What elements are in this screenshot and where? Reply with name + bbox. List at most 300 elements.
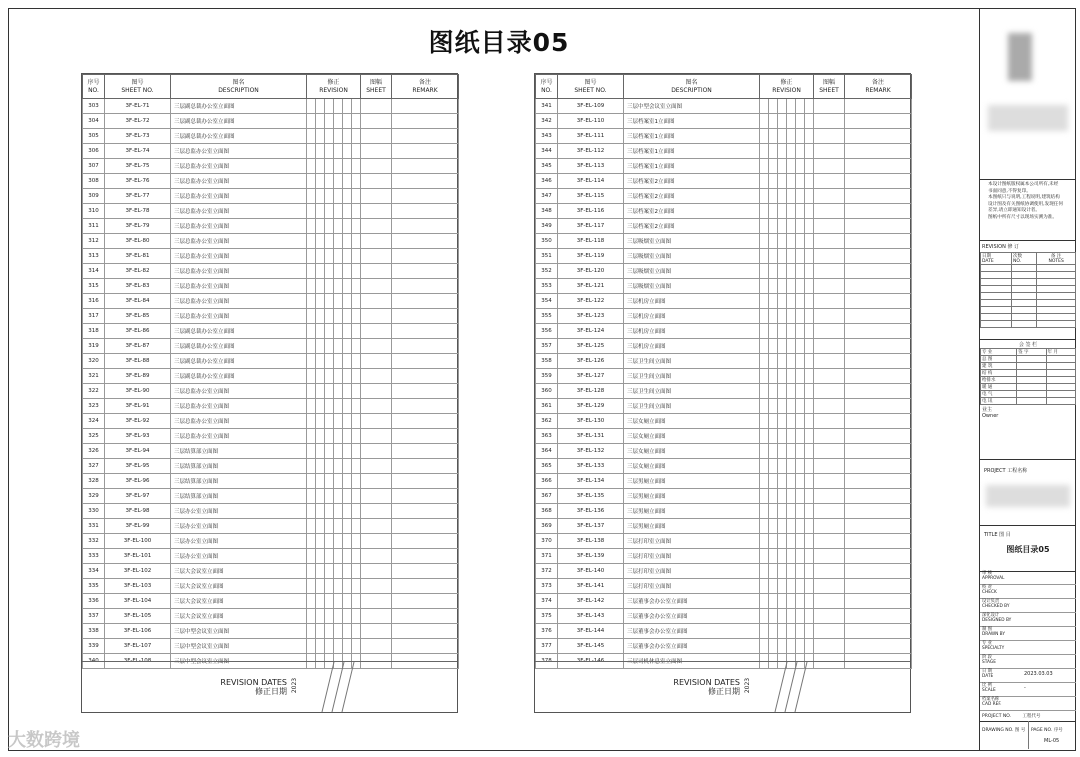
- cell-empty: [352, 564, 361, 579]
- cell-empty: [334, 414, 343, 429]
- cell-no: 334: [83, 564, 105, 579]
- cell-empty: [805, 519, 814, 534]
- table-row: [83, 459, 459, 474]
- table-row: [83, 339, 459, 354]
- cell-sheet-no: 3F-EL-117: [558, 219, 624, 234]
- approval-field-row: 专 业 SPECIALTY: [980, 641, 1076, 655]
- cell-empty: [814, 489, 845, 504]
- table-row: [536, 609, 912, 624]
- cell-empty: [392, 354, 459, 369]
- cell-empty: [334, 489, 343, 504]
- cell-empty: [760, 489, 769, 504]
- cell-empty: [325, 399, 334, 414]
- table-row: [536, 129, 912, 144]
- cell-empty: [343, 414, 352, 429]
- cell-empty: [361, 384, 392, 399]
- cell-description: 三层男厕立面图: [624, 519, 760, 534]
- cell-empty: [805, 534, 814, 549]
- cell-empty: [334, 189, 343, 204]
- logo-image: [1008, 33, 1032, 81]
- cell-empty: [778, 309, 787, 324]
- cell-empty: [787, 609, 796, 624]
- cell-empty: [334, 474, 343, 489]
- table-row: [536, 534, 912, 549]
- table-row: [83, 159, 459, 174]
- cell-empty: [334, 234, 343, 249]
- cell-empty: [814, 369, 845, 384]
- cell-empty: [814, 279, 845, 294]
- cell-empty: [796, 564, 805, 579]
- cell-description: 三层卫生间立面图: [624, 369, 760, 384]
- cell-sheet-no: 3F-EL-114: [558, 174, 624, 189]
- cell-empty: [796, 504, 805, 519]
- cell-empty: [307, 519, 316, 534]
- cell-empty: [361, 129, 392, 144]
- cell-empty: [316, 534, 325, 549]
- cell-empty: [343, 264, 352, 279]
- cell-empty: [778, 579, 787, 594]
- cell-sheet-no: 3F-EL-140: [558, 564, 624, 579]
- cell-empty: [392, 414, 459, 429]
- cell-empty: [805, 99, 814, 114]
- cell-empty: [307, 204, 316, 219]
- project-name-redacted: [986, 485, 1070, 507]
- cell-empty: [805, 309, 814, 324]
- cell-empty: [796, 459, 805, 474]
- cell-sheet-no: 3F-EL-72: [105, 114, 171, 129]
- cell-empty: [787, 129, 796, 144]
- cell-empty: [392, 279, 459, 294]
- cell-empty: [769, 324, 778, 339]
- cell-description: 三层打印室立面图: [624, 549, 760, 564]
- cell-empty: [325, 429, 334, 444]
- cell-no: 371: [536, 549, 558, 564]
- cell-empty: [787, 429, 796, 444]
- note-line: 书面同意,不得复印。: [988, 188, 1031, 194]
- cell-description: 三层女厕立面图: [624, 429, 760, 444]
- cell-empty: [343, 294, 352, 309]
- cell-empty: [845, 609, 912, 624]
- cell-empty: [796, 204, 805, 219]
- countersign-row-label: 总 图: [981, 356, 1017, 363]
- cell-no: 319: [83, 339, 105, 354]
- cell-no: 338: [83, 624, 105, 639]
- table-row: [83, 189, 459, 204]
- cell-empty: [316, 219, 325, 234]
- cell-empty: [845, 99, 912, 114]
- cell-empty: [814, 249, 845, 264]
- cell-empty: [334, 114, 343, 129]
- cell-empty: [316, 444, 325, 459]
- cell-empty: [814, 114, 845, 129]
- cell-empty: [787, 444, 796, 459]
- cell-empty: [352, 639, 361, 654]
- cell-description: 三层总监办公室立面图: [171, 384, 307, 399]
- table-row: [83, 144, 459, 159]
- cell-sheet-no: 3F-EL-120: [558, 264, 624, 279]
- cell-empty: [325, 144, 334, 159]
- cell-empty: [760, 534, 769, 549]
- cell-empty: [796, 234, 805, 249]
- cell-empty: [316, 519, 325, 534]
- cell-sheet-no: 3F-EL-121: [558, 279, 624, 294]
- revision-dates-en: REVISION DATES: [220, 678, 287, 687]
- cell-description: 三层档案室1立面图: [624, 129, 760, 144]
- cell-description: 三层男厕立面图: [624, 489, 760, 504]
- column-header-remark: 备注 REMARK: [845, 75, 912, 99]
- column-header-desc: 图名 DESCRIPTION: [624, 75, 760, 99]
- cell-empty: [814, 534, 845, 549]
- cell-empty: [814, 354, 845, 369]
- cell-sheet-no: 3F-EL-101: [105, 549, 171, 564]
- cell-description: 三层卫生间立面图: [624, 384, 760, 399]
- cell-empty: [805, 354, 814, 369]
- cell-empty: [787, 339, 796, 354]
- cell-empty: [392, 534, 459, 549]
- cell-empty: [392, 489, 459, 504]
- cell-empty: [760, 219, 769, 234]
- cell-empty: [845, 279, 912, 294]
- cell-empty: [778, 294, 787, 309]
- cell-sheet-no: 3F-EL-105: [105, 609, 171, 624]
- cell-empty: [769, 189, 778, 204]
- cell-sheet-no: 3F-EL-71: [105, 99, 171, 114]
- table-row: [536, 189, 912, 204]
- cell-empty: [334, 624, 343, 639]
- cell-no: 369: [536, 519, 558, 534]
- cell-sheet-no: 3F-EL-94: [105, 444, 171, 459]
- cell-empty: [778, 489, 787, 504]
- company-name-redacted: [988, 105, 1068, 131]
- cell-empty: [361, 489, 392, 504]
- cell-description: 三层吸烟室立面图: [624, 264, 760, 279]
- cell-sheet-no: 3F-EL-77: [105, 189, 171, 204]
- cell-empty: [805, 489, 814, 504]
- cell-description: 三层总监办公室立面图: [171, 159, 307, 174]
- revision-dates-cn: 修正日期: [255, 687, 287, 696]
- table-row: [83, 354, 459, 369]
- cell-empty: [814, 129, 845, 144]
- cell-empty: [796, 324, 805, 339]
- cell-empty: [760, 639, 769, 654]
- cell-empty: [787, 384, 796, 399]
- cell-sheet-no: 3F-EL-85: [105, 309, 171, 324]
- cell-empty: [787, 459, 796, 474]
- cell-empty: [760, 354, 769, 369]
- right-index-table: [534, 73, 911, 713]
- table-row: [536, 324, 912, 339]
- cell-empty: [307, 429, 316, 444]
- cell-empty: [787, 249, 796, 264]
- cell-sheet-no: 3F-EL-128: [558, 384, 624, 399]
- cell-empty: [361, 264, 392, 279]
- cell-empty: [787, 189, 796, 204]
- cell-empty: [361, 324, 392, 339]
- cell-empty: [316, 384, 325, 399]
- cell-empty: [769, 114, 778, 129]
- cell-empty: [796, 609, 805, 624]
- cell-empty: [392, 474, 459, 489]
- cell-empty: [845, 159, 912, 174]
- cell-sheet-no: 3F-EL-103: [105, 579, 171, 594]
- cell-no: 317: [83, 309, 105, 324]
- cell-empty: [361, 474, 392, 489]
- column-header-remark: 备注 REMARK: [392, 75, 459, 99]
- cell-no: 330: [83, 504, 105, 519]
- cell-empty: [361, 114, 392, 129]
- cell-empty: [805, 639, 814, 654]
- cell-empty: [334, 219, 343, 234]
- cell-description: 三层总监办公室立面图: [171, 204, 307, 219]
- cell-empty: [307, 489, 316, 504]
- cell-description: 三层男厕立面图: [624, 504, 760, 519]
- cell-empty: [325, 594, 334, 609]
- cell-empty: [325, 294, 334, 309]
- cell-empty: [760, 444, 769, 459]
- cell-no: 348: [536, 204, 558, 219]
- cell-no: 307: [83, 159, 105, 174]
- cell-sheet-no: 3F-EL-89: [105, 369, 171, 384]
- cell-empty: [307, 504, 316, 519]
- cell-empty: [334, 369, 343, 384]
- cell-empty: [845, 384, 912, 399]
- cell-empty: [316, 504, 325, 519]
- cell-empty: [769, 624, 778, 639]
- cell-empty: [325, 519, 334, 534]
- cell-empty: [845, 369, 912, 384]
- cell-empty: [769, 594, 778, 609]
- owner-label-en: Owner: [982, 413, 999, 419]
- cell-empty: [796, 624, 805, 639]
- table-row: [83, 579, 459, 594]
- cell-empty: [787, 234, 796, 249]
- left-index-table: [81, 73, 458, 713]
- cell-empty: [845, 309, 912, 324]
- cell-no: 367: [536, 489, 558, 504]
- cell-empty: [343, 159, 352, 174]
- table-row: [536, 489, 912, 504]
- cell-empty: [352, 414, 361, 429]
- cell-empty: [787, 534, 796, 549]
- cell-empty: [796, 294, 805, 309]
- cell-empty: [845, 519, 912, 534]
- cell-empty: [325, 159, 334, 174]
- cell-sheet-no: 3F-EL-125: [558, 339, 624, 354]
- cell-empty: [316, 549, 325, 564]
- cell-empty: [343, 204, 352, 219]
- cell-empty: [352, 579, 361, 594]
- countersign-label: 会 签 栏: [1018, 342, 1038, 348]
- cell-sheet-no: 3F-EL-130: [558, 414, 624, 429]
- approval-field-row: 档案名称 CAD REF.: [980, 697, 1076, 711]
- table-row: [83, 444, 459, 459]
- cell-empty: [352, 189, 361, 204]
- cell-empty: [334, 579, 343, 594]
- cell-empty: [787, 489, 796, 504]
- cell-empty: [325, 129, 334, 144]
- cell-empty: [325, 489, 334, 504]
- cell-sheet-no: 3F-EL-88: [105, 354, 171, 369]
- cell-empty: [352, 429, 361, 444]
- note-line: 图纸中所有尺寸以现场实测为准。: [988, 214, 1057, 220]
- cell-no: 328: [83, 474, 105, 489]
- cell-empty: [787, 219, 796, 234]
- cell-empty: [361, 144, 392, 159]
- cell-no: 341: [536, 99, 558, 114]
- table-row: [83, 249, 459, 264]
- cell-empty: [343, 174, 352, 189]
- cell-empty: [316, 204, 325, 219]
- cell-empty: [814, 474, 845, 489]
- note-line: 差异,请立即通知设计者。: [988, 208, 1040, 213]
- cell-empty: [352, 294, 361, 309]
- table-row: [536, 279, 912, 294]
- cell-empty: [392, 369, 459, 384]
- cell-no: 322: [83, 384, 105, 399]
- cell-empty: [787, 279, 796, 294]
- cell-empty: [796, 579, 805, 594]
- cell-description: 三层副总裁办公室立面图: [171, 129, 307, 144]
- cell-description: 三层总监办公室立面图: [171, 219, 307, 234]
- cell-empty: [796, 279, 805, 294]
- cell-empty: [316, 414, 325, 429]
- cell-empty: [845, 444, 912, 459]
- cell-no: 306: [83, 144, 105, 159]
- approval-block: [980, 571, 1076, 722]
- table-row: [83, 519, 459, 534]
- cell-description: 三层总监办公室立面图: [171, 414, 307, 429]
- countersign-row-label: 给排水: [981, 377, 1017, 384]
- sheet-title-value: 图纸目录05: [1006, 545, 1050, 554]
- cell-description: 三层总监办公室立面图: [171, 309, 307, 324]
- cell-description: 三层男厕立面图: [624, 474, 760, 489]
- cell-empty: [361, 564, 392, 579]
- cell-empty: [343, 444, 352, 459]
- cell-empty: [845, 474, 912, 489]
- cell-empty: [778, 624, 787, 639]
- cell-empty: [805, 444, 814, 459]
- cell-no: 305: [83, 129, 105, 144]
- cell-sheet-no: 3F-EL-90: [105, 384, 171, 399]
- table-row: [536, 174, 912, 189]
- cell-description: 三层女厕立面图: [624, 414, 760, 429]
- cell-empty: [796, 519, 805, 534]
- revision-year: 2023: [290, 677, 298, 694]
- cell-empty: [316, 489, 325, 504]
- cell-empty: [334, 564, 343, 579]
- countersign-col-header: 专 业: [981, 349, 1017, 356]
- cell-empty: [334, 339, 343, 354]
- cell-empty: [334, 324, 343, 339]
- cell-no: 332: [83, 534, 105, 549]
- cell-empty: [361, 369, 392, 384]
- cell-description: 三层档案室2立面图: [624, 219, 760, 234]
- cell-empty: [805, 279, 814, 294]
- cell-empty: [769, 204, 778, 219]
- cell-no: 343: [536, 129, 558, 144]
- cell-empty: [343, 429, 352, 444]
- cell-sheet-no: 3F-EL-87: [105, 339, 171, 354]
- cell-empty: [325, 174, 334, 189]
- cell-empty: [307, 114, 316, 129]
- cell-empty: [814, 339, 845, 354]
- cell-empty: [334, 174, 343, 189]
- cell-empty: [778, 384, 787, 399]
- cell-empty: [814, 234, 845, 249]
- project-no-value: 工程代号: [1022, 714, 1041, 719]
- cell-empty: [361, 249, 392, 264]
- approval-field-row: 深化设计 DESIGNED BY: [980, 613, 1076, 627]
- cell-empty: [334, 204, 343, 219]
- cell-empty: [845, 264, 912, 279]
- cell-empty: [778, 174, 787, 189]
- cell-empty: [334, 354, 343, 369]
- cell-empty: [325, 324, 334, 339]
- drawing-number-block: [980, 721, 1076, 749]
- cell-empty: [845, 429, 912, 444]
- cell-description: 三层机房立面图: [624, 324, 760, 339]
- table-row: [83, 309, 459, 324]
- cell-empty: [352, 369, 361, 384]
- table-row: [536, 399, 912, 414]
- cell-empty: [361, 429, 392, 444]
- cell-description: 三层总监办公室立面图: [171, 279, 307, 294]
- cell-empty: [814, 204, 845, 219]
- cell-empty: [769, 384, 778, 399]
- cell-empty: [769, 444, 778, 459]
- cell-empty: [796, 639, 805, 654]
- cell-empty: [805, 549, 814, 564]
- cell-empty: [325, 579, 334, 594]
- cell-empty: [361, 609, 392, 624]
- cell-description: 三层董事会办公室立面图: [624, 639, 760, 654]
- cell-empty: [796, 549, 805, 564]
- cell-empty: [778, 459, 787, 474]
- cell-description: 三层吸烟室立面图: [624, 234, 760, 249]
- cell-empty: [769, 474, 778, 489]
- cell-sheet-no: 3F-EL-81: [105, 249, 171, 264]
- cell-empty: [787, 474, 796, 489]
- cell-description: 三层总监办公室立面图: [171, 189, 307, 204]
- cell-description: 三层副总裁办公室立面图: [171, 114, 307, 129]
- notes-block: [980, 179, 1076, 241]
- cell-empty: [769, 354, 778, 369]
- cell-description: 三层中型会议室立面图: [171, 639, 307, 654]
- cell-empty: [361, 624, 392, 639]
- cell-description: 三层总监办公室立面图: [171, 264, 307, 279]
- cell-empty: [805, 459, 814, 474]
- cell-empty: [307, 279, 316, 294]
- cell-empty: [343, 639, 352, 654]
- cell-empty: [334, 309, 343, 324]
- cell-description: 三层中型会议室立面图: [171, 624, 307, 639]
- table-row: [536, 639, 912, 654]
- drawing-sheet: [8, 8, 1076, 751]
- table-row: [536, 249, 912, 264]
- cell-empty: [392, 594, 459, 609]
- cell-empty: [805, 264, 814, 279]
- cell-empty: [778, 354, 787, 369]
- cell-empty: [814, 414, 845, 429]
- cell-description: 三层总监办公室立面图: [171, 249, 307, 264]
- cell-empty: [778, 534, 787, 549]
- cell-empty: [845, 324, 912, 339]
- table-row: [536, 519, 912, 534]
- cell-empty: [316, 609, 325, 624]
- cell-empty: [307, 609, 316, 624]
- cell-no: 354: [536, 294, 558, 309]
- cell-empty: [343, 459, 352, 474]
